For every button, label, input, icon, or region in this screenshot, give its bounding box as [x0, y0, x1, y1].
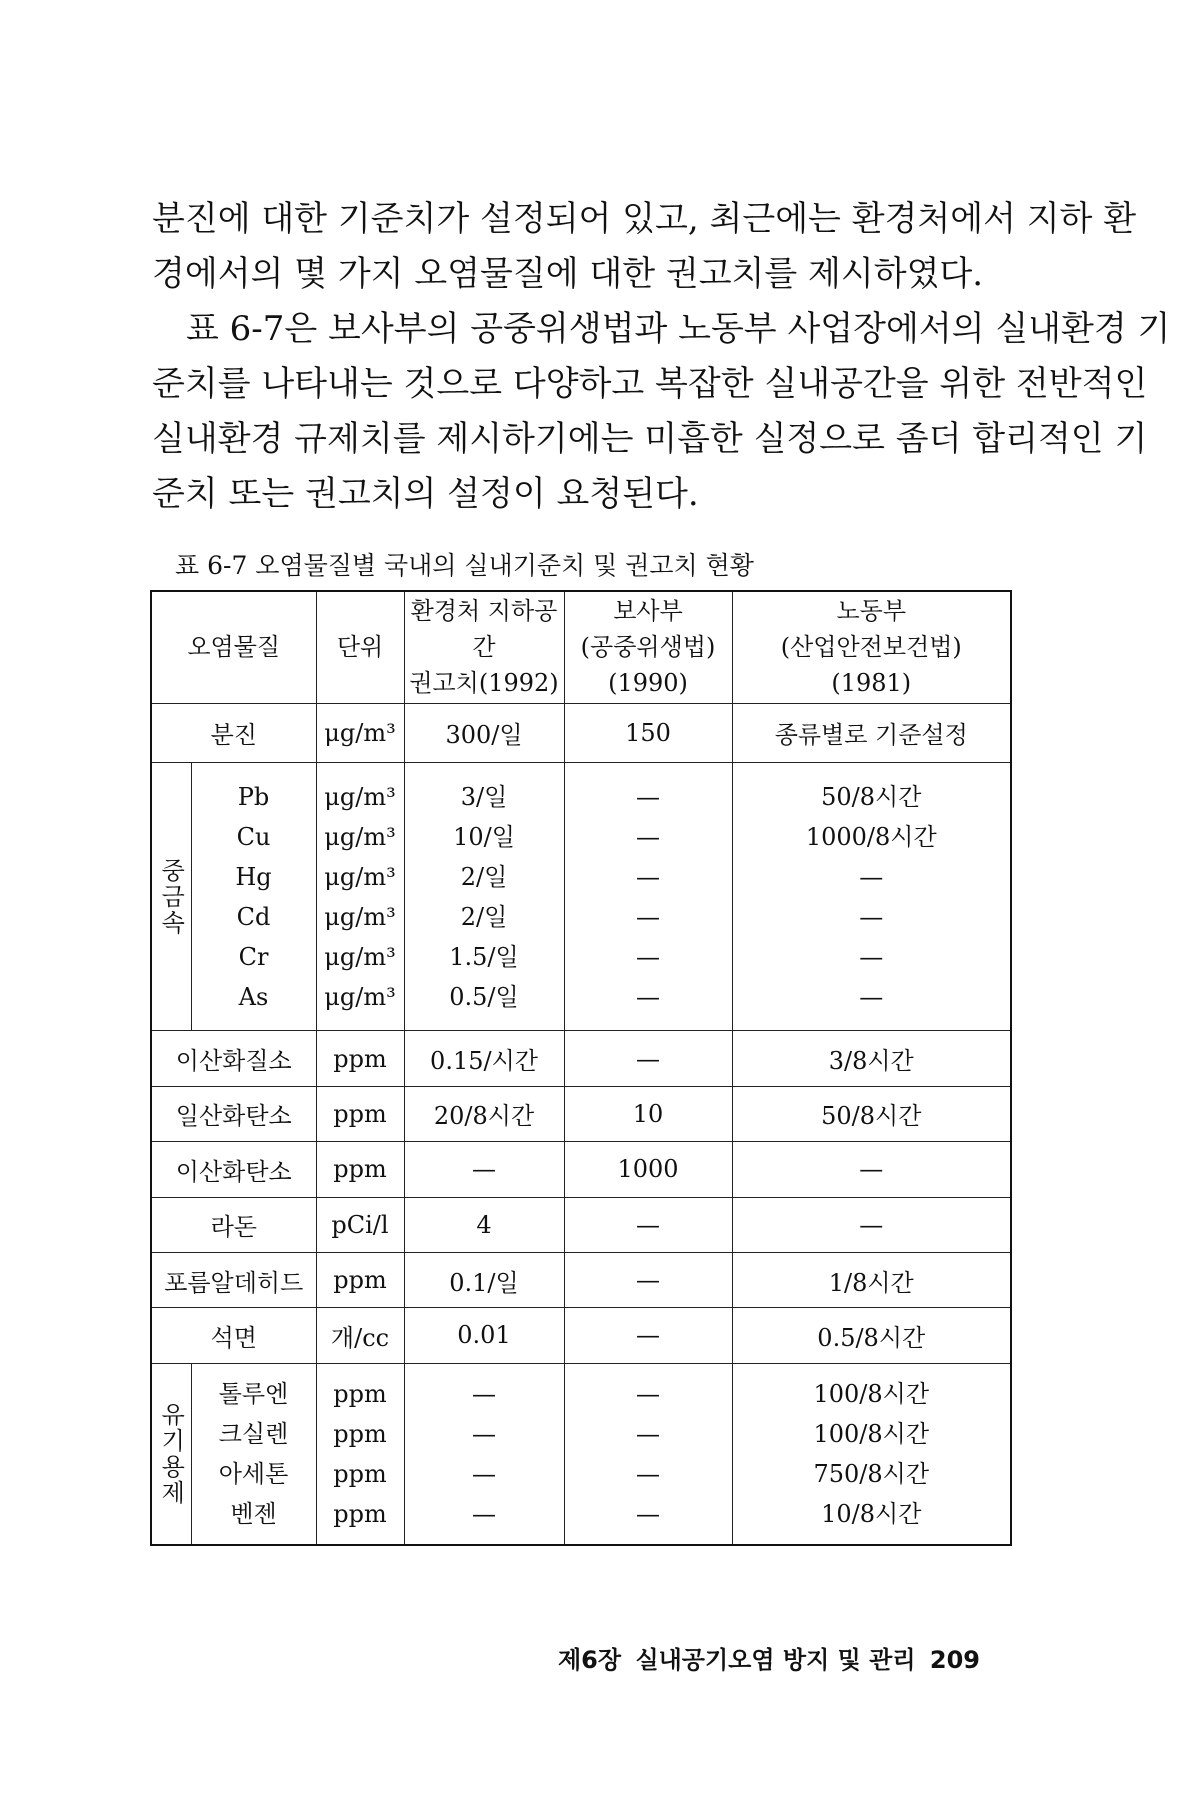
unit-cell: pCi/l	[316, 1197, 404, 1252]
labor-value: —	[859, 942, 884, 971]
env-value: 3/일	[460, 782, 508, 811]
header-env-line: 환경처 지하공간	[410, 597, 558, 662]
unit-cell: ppm	[333, 1499, 387, 1528]
group-label-solvents: 유기용제	[151, 1363, 191, 1545]
health-value: —	[636, 782, 660, 811]
health-value: —	[564, 1252, 732, 1307]
paragraph-table-description	[152, 302, 1171, 522]
header-health	[564, 591, 732, 703]
pollutant-name: 포름알데히드	[151, 1252, 316, 1307]
health-value: —	[636, 1459, 660, 1488]
table-row	[151, 1308, 1011, 1363]
labor-value: 0.5/8시간	[732, 1308, 1011, 1363]
pollutant-name: 이산화탄소	[151, 1142, 316, 1197]
env-value: —	[404, 1142, 564, 1197]
env-value: 0.5/일	[449, 982, 519, 1011]
header-health-line: (공중위생법)	[580, 633, 716, 662]
labor-value: 3/8시간	[732, 1031, 1011, 1086]
pollutant-name: 일산화탄소	[151, 1086, 316, 1141]
unit-cell: μg/m³	[324, 782, 396, 811]
unit-cell: ppm	[316, 1142, 404, 1197]
labor-value: 100/8시간	[813, 1419, 930, 1448]
heavy-metal-labor	[732, 762, 1011, 1031]
table-row	[151, 1252, 1011, 1307]
unit-cell: ppm	[316, 1252, 404, 1307]
unit-cell: μg/m³	[324, 862, 396, 891]
unit-cell: μg/m³	[324, 942, 396, 971]
health-value: 10	[564, 1086, 732, 1141]
unit-cell: ppm	[316, 1086, 404, 1141]
solvent-health	[564, 1363, 732, 1545]
group-label-heavy-metals: 중금속	[151, 762, 191, 1031]
health-value: 1000	[564, 1142, 732, 1197]
pollutant-name: Cd	[236, 902, 271, 931]
table-caption: 표 6-7 오염물질별 국내의 실내기준치 및 권고치 현황	[175, 551, 754, 580]
standards-table	[150, 590, 1012, 1546]
header-row	[151, 591, 1011, 703]
table-row-heavy-metals	[151, 762, 1011, 1031]
text-line: 준치 또는 권고치의 설정이 요청된다.	[152, 474, 699, 514]
env-value: —	[472, 1379, 496, 1408]
env-value: 0.01	[404, 1308, 564, 1363]
header-pollutant: 오염물질	[151, 591, 316, 703]
health-value: —	[636, 1499, 660, 1528]
labor-value: 50/8시간	[821, 782, 922, 811]
pollutant-name: Cu	[236, 822, 271, 851]
header-env	[404, 591, 564, 703]
header-env-line: 권고치(1992)	[409, 669, 559, 698]
table-row	[151, 1031, 1011, 1086]
labor-value: 10/8시간	[821, 1499, 922, 1528]
standards-table-container	[150, 590, 1010, 1546]
pollutant-name: Hg	[235, 862, 272, 891]
env-value: 10/일	[453, 822, 515, 851]
health-value: —	[636, 862, 660, 891]
pollutant-name: 분진	[151, 703, 316, 762]
footer-chapter: 제6장	[558, 1646, 622, 1674]
solvent-labor	[732, 1363, 1011, 1545]
text-line: 분진에 대한 기준치가 설정되어 있고, 최근에는 환경처에서 지하 환	[152, 199, 1137, 239]
env-value: 0.1/일	[404, 1252, 564, 1307]
pollutant-name: 이산화질소	[151, 1031, 316, 1086]
pollutant-name: Pb	[237, 782, 270, 811]
unit-cell: ppm	[333, 1419, 387, 1448]
env-value: —	[472, 1419, 496, 1448]
env-value: 0.15/시간	[404, 1031, 564, 1086]
env-value: 300/일	[404, 703, 564, 762]
table-row	[151, 1197, 1011, 1252]
env-value: —	[472, 1459, 496, 1488]
labor-value: 1/8시간	[732, 1252, 1011, 1307]
health-value: —	[636, 822, 660, 851]
unit-cell: ppm	[333, 1379, 387, 1408]
pollutant-name: 라돈	[151, 1197, 316, 1252]
text-line: 경에서의 몇 가지 오염물질에 대한 권고치를 제시하였다.	[152, 254, 984, 294]
env-value: 20/8시간	[404, 1086, 564, 1141]
header-labor-line: (산업안전보건법)	[780, 633, 962, 662]
pollutant-name: 석면	[151, 1308, 316, 1363]
unit-cell: ppm	[333, 1459, 387, 1488]
env-value: —	[472, 1499, 496, 1528]
health-value: 150	[564, 703, 732, 762]
health-value: —	[564, 1197, 732, 1252]
header-unit: 단위	[316, 591, 404, 703]
labor-value: 50/8시간	[732, 1086, 1011, 1141]
pollutant-name: 크실렌	[218, 1419, 289, 1448]
health-value: —	[636, 942, 660, 971]
env-value: 2/일	[460, 862, 508, 891]
env-value: 2/일	[460, 902, 508, 931]
labor-value: —	[859, 902, 884, 931]
labor-value: 종류별로 기준설정	[732, 703, 1011, 762]
unit-cell: μg/m³	[324, 822, 396, 851]
text-line: 준치를 나타내는 것으로 다양하고 복잡한 실내공간을 위한 전반적인	[152, 364, 1148, 404]
pollutant-name: Cr	[238, 942, 269, 971]
table-row-solvents	[151, 1363, 1011, 1545]
header-labor-line: (1981)	[831, 669, 912, 698]
header-health-line: (1990)	[608, 669, 688, 698]
labor-value: —	[732, 1197, 1011, 1252]
health-value: —	[636, 902, 660, 931]
solvent-names	[191, 1363, 316, 1545]
health-value: —	[636, 1379, 660, 1408]
unit-cell: μg/m³	[324, 902, 396, 931]
env-value: 4	[404, 1197, 564, 1252]
health-value: —	[636, 982, 660, 1011]
table-row	[151, 703, 1011, 762]
solvent-units	[316, 1363, 404, 1545]
table-row	[151, 1142, 1011, 1197]
labor-value: —	[859, 862, 884, 891]
heavy-metal-units	[316, 762, 404, 1031]
header-health-line: 보사부	[613, 597, 683, 626]
labor-value: 1000/8시간	[805, 822, 937, 851]
header-labor-line: 노동부	[836, 597, 907, 626]
pollutant-name: 벤젠	[230, 1499, 277, 1528]
health-value: —	[636, 1419, 660, 1448]
page-number: 209	[929, 1646, 980, 1674]
text-line: 표 6-7은 보사부의 공중위생법과 노동부 사업장에서의 실내환경 기	[186, 309, 1171, 349]
labor-value: —	[859, 982, 884, 1011]
pollutant-name: 톨루엔	[218, 1379, 289, 1408]
heavy-metal-names	[191, 762, 316, 1031]
labor-value: 100/8시간	[813, 1379, 930, 1408]
pollutant-name: As	[238, 982, 269, 1011]
footer-title: 실내공기오염 방지 및 관리	[635, 1646, 916, 1674]
labor-value: 750/8시간	[813, 1459, 930, 1488]
table-row	[151, 1086, 1011, 1141]
unit-cell: 개/cc	[316, 1308, 404, 1363]
solvent-env	[404, 1363, 564, 1545]
paragraph-intro	[152, 192, 1137, 302]
health-value: —	[564, 1031, 732, 1086]
heavy-metal-health	[564, 762, 732, 1031]
heavy-metal-env	[404, 762, 564, 1031]
unit-cell: μg/m³	[324, 982, 396, 1011]
unit-cell: ppm	[316, 1031, 404, 1086]
pollutant-name: 아세톤	[218, 1459, 289, 1488]
header-labor	[732, 591, 1011, 703]
env-value: 1.5/일	[449, 942, 519, 971]
unit-cell: μg/m³	[316, 703, 404, 762]
labor-value: —	[732, 1142, 1011, 1197]
text-line: 실내환경 규제치를 제시하기에는 미흡한 실정으로 좀더 합리적인 기	[152, 419, 1148, 459]
health-value: —	[564, 1308, 732, 1363]
page-footer	[552, 1640, 980, 1675]
